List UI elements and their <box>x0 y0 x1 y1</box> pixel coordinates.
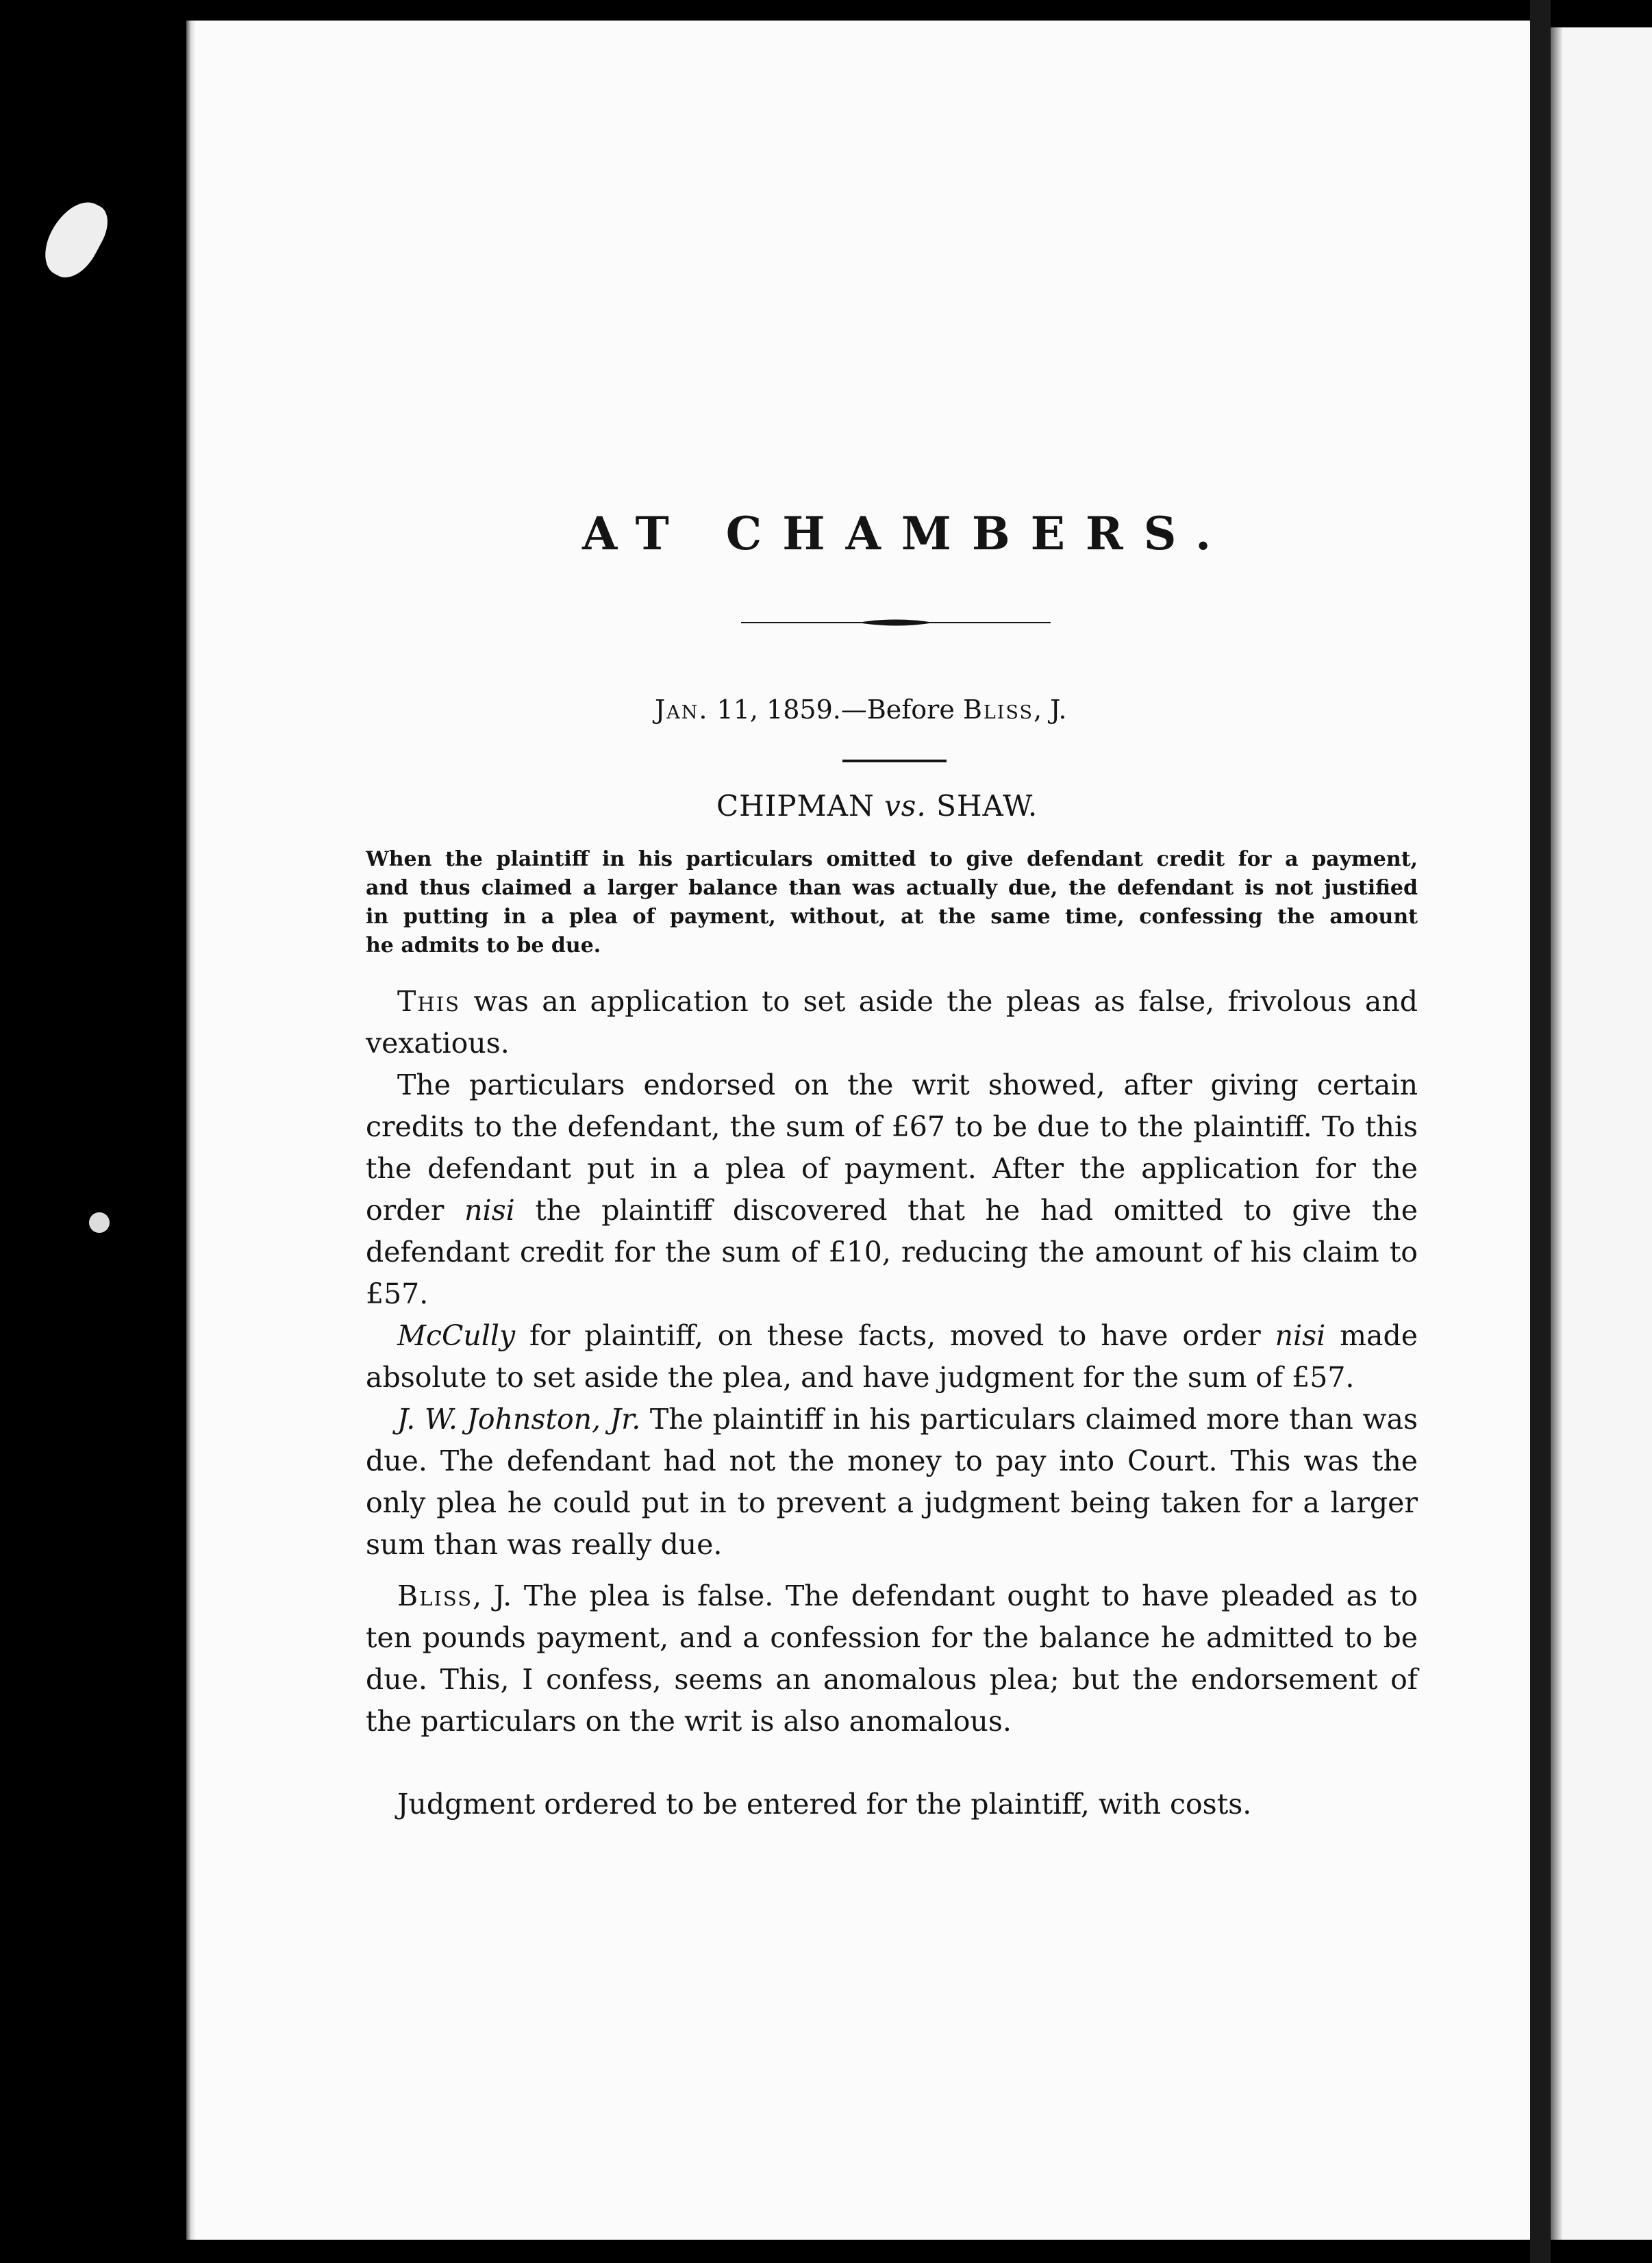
adjacent-page-edge <box>1551 27 1563 2240</box>
date-prefix: Jan. <box>655 695 709 725</box>
paragraph-text: made absolute to set aside the plea, and have judgment for the sum of £57. <box>366 1319 1418 1394</box>
body-text <box>366 981 1418 1566</box>
counsel-name: J. W. Johnston, Jr. <box>397 1403 641 1436</box>
judge-name: Bliss <box>962 695 1034 725</box>
judge-suffix: , J. <box>1033 695 1067 725</box>
date-text: 11, 1859.—Before <box>716 695 955 725</box>
lead-word: This <box>397 985 460 1018</box>
plaintiff-name: CHIPMAN <box>716 789 875 823</box>
section-rule <box>842 760 947 762</box>
headnote-line: and thus claimed a larger balance than was actually due, the defendant is not justified <box>366 876 1418 900</box>
book-gutter <box>1530 0 1551 2263</box>
session-date-line <box>655 695 1067 725</box>
counsel-name: McCully <box>397 1319 516 1352</box>
latin-term: nisi <box>464 1194 515 1227</box>
headnote-line: in putting in a plea of payment, without, at the same time, confessing the amount <box>366 905 1418 929</box>
judge-name: Bliss <box>397 1579 473 1612</box>
paragraph <box>366 981 1418 1064</box>
paragraph-text: the plaintiff discovered that he had omitted to give the defendant credit for the sum of £10, reducing the amount of his claim to £57. <box>366 1194 1418 1310</box>
latin-term: nisi <box>1275 1319 1326 1352</box>
paragraph-text: , J. The plea is false. The defendant ought to have pleaded as to ten pounds payment, and a confession for the balance he admitted to be due. This, I confess, seems an anomalous plea; but the endorsement of the particulars on the writ is also anomalous. <box>366 1579 1418 1738</box>
paragraph <box>366 1575 1418 1742</box>
headnote-line: When the plaintiff in his particulars omitted to give defendant credit for a payment, <box>366 847 1418 871</box>
versus: vs. <box>884 789 927 823</box>
paragraph <box>366 1399 1418 1566</box>
paragraph-text: The plaintiff in his particulars claimed more than was due. The defendant had not the money to pay into Court. This was the only plea he could put in to prevent a judgment being taken for a larger sum than was really due. <box>366 1403 1418 1561</box>
paragraph <box>366 1315 1418 1399</box>
paragraph <box>366 1064 1418 1315</box>
defendant-name: SHAW. <box>936 789 1038 823</box>
paragraph-text: The particulars endorsed on the writ showed, after giving certain credits to the defendant, the sum of £67 to be due to the plaintiff. To this the defendant put in a plea of payment. After the application for the order <box>366 1068 1418 1227</box>
case-title <box>716 789 1038 823</box>
scan-background <box>0 0 186 2263</box>
headnote <box>366 845 1418 960</box>
paragraph-text: for plaintiff, on these facts, moved to have order <box>515 1319 1275 1352</box>
scan-smudge <box>89 1212 110 1233</box>
judgment-text <box>366 1575 1418 1742</box>
order-text <box>366 1784 1418 1825</box>
adjacent-page <box>1551 27 1652 2240</box>
paragraph-text: was an application to set aside the pleas as false, frivolous and vexatious. <box>366 985 1418 1060</box>
page-title: AT CHAMBERS. <box>582 507 1232 560</box>
paragraph-text: Judgment ordered to be entered for the plaintiff, with costs. <box>397 1788 1252 1821</box>
headnote-line: he admits to be due. <box>366 934 601 958</box>
page-edge-shadow <box>186 21 196 2240</box>
title-ornament-rule <box>741 618 1051 627</box>
paragraph <box>366 1784 1418 1825</box>
